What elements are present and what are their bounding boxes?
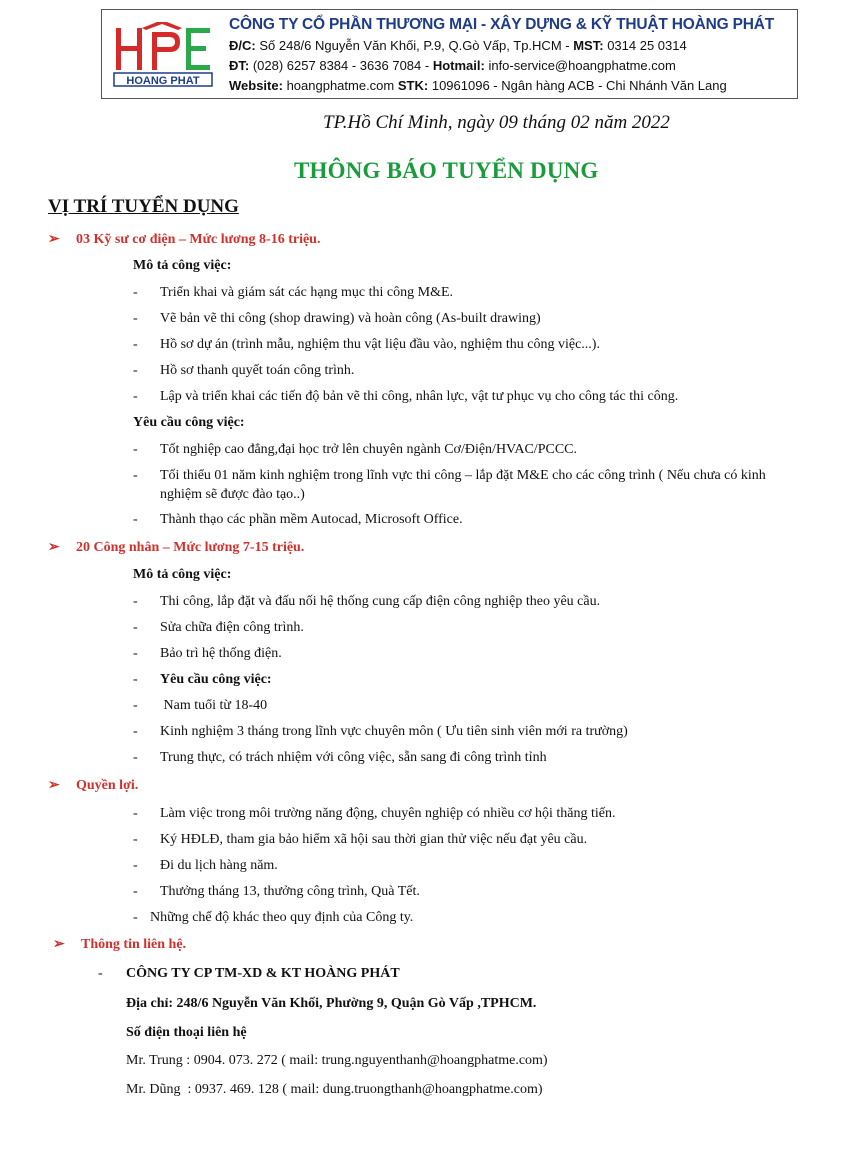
page-title: THÔNG BÁO TUYỂN DỤNG bbox=[294, 158, 599, 183]
contact-person: Mr. Dũng : 0937. 469. 128 ( mail: dung.truongthanh@hoangphatme.com) bbox=[126, 1082, 543, 1097]
list-dash: - bbox=[133, 884, 138, 899]
requirements-label: Yêu cầu công việc: bbox=[160, 672, 272, 687]
arrow-bullet-icon: ➢ bbox=[53, 937, 65, 952]
benefits-heading: ➢ Quyền lợi. bbox=[48, 778, 139, 793]
list-item: Những chế độ khác theo quy định của Công ty. bbox=[150, 910, 414, 925]
contact-company: CÔNG TY CP TM-XD & KT HOÀNG PHÁT bbox=[126, 966, 400, 981]
list-item: Làm việc trong môi trường năng động, chuyên nghiệp có nhiều cơ hội thăng tiến. bbox=[160, 806, 616, 821]
list-dash: - bbox=[133, 594, 138, 609]
list-item: Ký HĐLĐ, tham gia bảo hiểm xã hội sau thời gian thử việc nếu đạt yêu cầu. bbox=[160, 832, 588, 847]
list-dash: - bbox=[133, 311, 138, 326]
list-item: Sửa chữa điện công trình. bbox=[160, 620, 304, 635]
company-phone-line: ĐT: (028) 6257 8384 - 3636 7084 - Hotmail: info-service@hoangphatme.com bbox=[229, 58, 676, 73]
list-dash: - bbox=[133, 858, 138, 873]
list-item: Triển khai và giám sát các hạng mục thi công M&E. bbox=[160, 285, 454, 300]
date-line: TP.Hồ Chí Minh, ngày 09 tháng 02 năm 2022 bbox=[323, 112, 670, 133]
list-item: Tốt nghiệp cao đẳng,đại học trở lên chuyên ngành Cơ/Điện/HVAC/PCCC. bbox=[160, 442, 577, 457]
job-description-label: Mô tả công việc: bbox=[133, 258, 232, 273]
list-dash: - bbox=[133, 620, 138, 635]
company-address-line: Đ/C: Số 248/6 Nguyễn Văn Khối, P.9, Q.Gò Vấp, Tp.HCM - MST: 0314 25 0314 bbox=[229, 38, 687, 53]
list-item: Đi du lịch hàng năm. bbox=[160, 858, 278, 873]
list-dash: - bbox=[133, 698, 138, 713]
arrow-bullet-icon: ➢ bbox=[48, 232, 60, 247]
list-item: Hồ sơ dự án (trình mẫu, nghiệm thu vật liệu đầu vào, nghiệm thu công việc...). bbox=[160, 337, 600, 352]
position-heading: ➢ 03 Kỹ sư cơ điện – Mức lương 8-16 triệu. bbox=[48, 232, 321, 247]
list-dash: - bbox=[133, 832, 138, 847]
requirements-label: Yêu cầu công việc: bbox=[133, 415, 245, 430]
company-website-line: Website: hoangphatme.com STK: 10961096 - Ngân hàng ACB - Chi Nhánh Văn Lang bbox=[229, 78, 727, 93]
list-dash: - bbox=[133, 468, 138, 483]
list-item: Nam tuổi từ 18-40 bbox=[160, 698, 268, 713]
position-heading: ➢ 20 Công nhân – Mức lương 7-15 triệu. bbox=[48, 540, 305, 555]
list-dash: - bbox=[133, 442, 138, 457]
list-item: Thi công, lắp đặt và đấu nối hệ thống cung cấp điện công nghiệp theo yêu cầu. bbox=[160, 594, 601, 609]
list-item: Kinh nghiệm 3 tháng trong lĩnh vực chuyên môn ( Ưu tiên sinh viên mới ra trường) bbox=[160, 724, 628, 739]
list-dash: - bbox=[133, 363, 138, 378]
list-item: Trung thực, có trách nhiệm với công việc, sẵn sang đi công trình tỉnh bbox=[160, 750, 547, 765]
letterhead bbox=[101, 9, 798, 99]
list-item: Lập và triển khai các tiến độ bản vẽ thi công, nhân lực, vật tư phục vụ cho công tác thi công. bbox=[160, 389, 679, 404]
job-description-label: Mô tả công việc: bbox=[133, 567, 232, 582]
list-dash: - bbox=[133, 337, 138, 352]
list-item-continued: nghiệm sẽ được đào tạo..) bbox=[160, 487, 305, 502]
list-dash: - bbox=[133, 806, 138, 821]
list-dash: - bbox=[133, 910, 138, 925]
arrow-bullet-icon: ➢ bbox=[48, 540, 60, 555]
arrow-bullet-icon: ➢ bbox=[48, 778, 60, 793]
contact-phone-label: Số điện thoại liên hệ bbox=[126, 1025, 247, 1040]
list-item: Hồ sơ thanh quyết toán công trình. bbox=[160, 363, 355, 378]
list-dash: - bbox=[98, 966, 103, 981]
list-item: Tối thiểu 01 năm kinh nghiệm trong lĩnh vực thi công – lắp đặt M&E cho các công trình ( Nếu chưa có kinh bbox=[160, 468, 766, 483]
list-dash: - bbox=[133, 512, 138, 527]
list-item: Vẽ bản vẽ thi công (shop drawing) và hoàn công (As-built drawing) bbox=[160, 311, 541, 326]
list-item: Bảo trì hệ thống điện. bbox=[160, 646, 282, 661]
list-dash: - bbox=[133, 724, 138, 739]
contact-heading: ➢ Thông tin liên hệ. bbox=[53, 937, 187, 952]
section-heading: VỊ TRÍ TUYỂN DỤNG bbox=[48, 196, 239, 217]
list-item: Thành thạo các phần mềm Autocad, Microsoft Office. bbox=[160, 512, 463, 527]
list-dash: - bbox=[133, 646, 138, 661]
list-dash: - bbox=[133, 750, 138, 765]
contact-address: Địa chỉ: 248/6 Nguyễn Văn Khối, Phường 9, Quận Gò Vấp ,TPHCM. bbox=[126, 996, 537, 1011]
list-item: Thưởng tháng 13, thưởng công trình, Quà Tết. bbox=[160, 884, 420, 899]
contact-person: Mr. Trung : 0904. 073. 272 ( mail: trung.nguyenthanh@hoangphatme.com) bbox=[126, 1053, 548, 1068]
company-logo bbox=[112, 22, 220, 88]
list-dash: - bbox=[133, 389, 138, 404]
company-name: CÔNG TY CỔ PHẦN THƯƠNG MẠI - XÂY DỰNG & KỸ THUẬT HOÀNG PHÁT bbox=[229, 16, 774, 33]
list-dash: - bbox=[133, 672, 138, 687]
svg-text:HOANG PHAT: HOANG PHAT bbox=[126, 75, 200, 87]
list-dash: - bbox=[133, 285, 138, 300]
